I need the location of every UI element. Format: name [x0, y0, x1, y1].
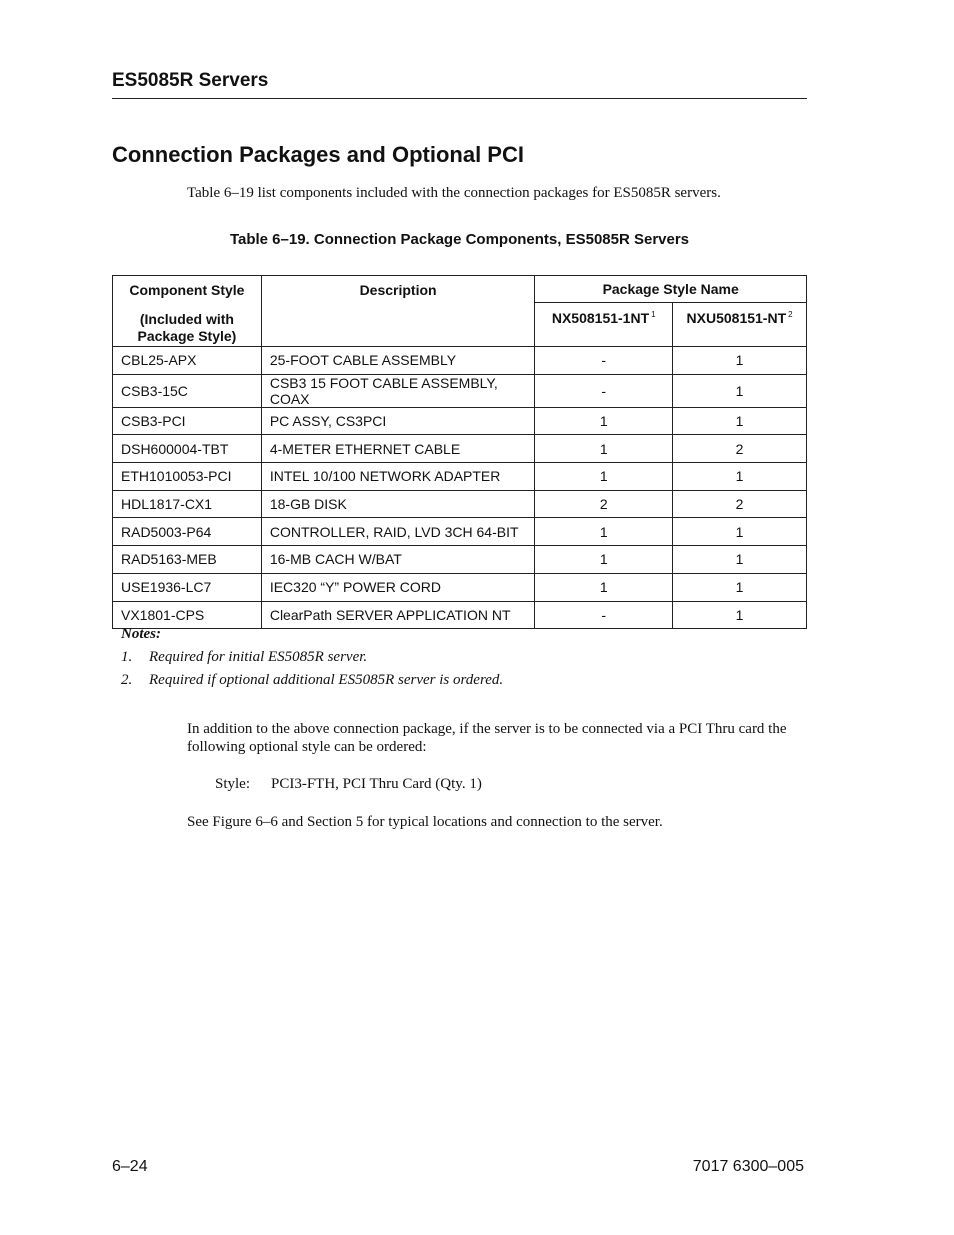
note-item [121, 672, 503, 689]
cell-style: HDL1817-CX1 [113, 490, 262, 518]
note-item [121, 649, 503, 666]
cell-desc: 18-GB DISK [261, 490, 535, 518]
style-label: Style: [215, 776, 251, 792]
cell-style: ETH1010053-PCI [113, 463, 262, 491]
table-row [113, 490, 807, 518]
cell-desc: INTEL 10/100 NETWORK ADAPTER [261, 463, 535, 491]
cell-style: RAD5003-P64 [113, 518, 262, 546]
cell-qty2: 1 [673, 546, 807, 574]
cell-qty2: 1 [673, 347, 807, 375]
style-value: PCI3-FTH, PCI Thru Card (Qty. 1) [271, 776, 482, 792]
cell-style: USE1936-LC7 [113, 573, 262, 601]
note-text: Required for initial ES5085R server. [149, 649, 368, 665]
table-row [113, 601, 807, 629]
notes-label: Notes: [121, 626, 161, 642]
note-text: Required if optional additional ES5085R server is ordered. [149, 672, 504, 688]
cell-desc: 4-METER ETHERNET CABLE [261, 435, 535, 463]
cell-qty1: - [535, 601, 673, 629]
header-pkg2: NXU508151-NT $^2$ [673, 302, 807, 346]
table-row [113, 546, 807, 574]
components-table [112, 275, 807, 629]
table-row [113, 518, 807, 546]
cell-qty1: 1 [535, 463, 673, 491]
cell-desc: ClearPath SERVER APPLICATION NT [261, 601, 535, 629]
header-component-style: Component Style (Included with Package Style) [113, 276, 262, 347]
cell-desc: CONTROLLER, RAID, LVD 3CH 64-BIT [261, 518, 535, 546]
cell-desc: IEC320 “Y” POWER CORD [261, 573, 535, 601]
cell-qty2: 1 [673, 573, 807, 601]
cell-qty1: 1 [535, 546, 673, 574]
cell-qty2: 2 [673, 435, 807, 463]
cell-style: RAD5163-MEB [113, 546, 262, 574]
cell-style: CSB3-15C [113, 374, 262, 407]
cell-qty1: 1 [535, 435, 673, 463]
header-package-style-name: Package Style Name [535, 276, 807, 303]
cell-qty2: 1 [673, 601, 807, 629]
cell-desc: 25-FOOT CABLE ASSEMBLY [261, 347, 535, 375]
cell-style: VX1801-CPS [113, 601, 262, 629]
cell-style: CBL25-APX [113, 347, 262, 375]
cell-style: CSB3-PCI [113, 407, 262, 435]
table-row [113, 347, 807, 375]
header-component-style-sub: (Included with Package Style) [137, 311, 237, 344]
cell-desc: 16-MB CACH W/BAT [261, 546, 535, 574]
cell-qty1: 1 [535, 573, 673, 601]
header-description: Description [261, 276, 535, 347]
cell-desc: PC ASSY, CS3PCI [261, 407, 535, 435]
note-number: 2. [121, 672, 133, 688]
running-header: ES5085R Servers [112, 70, 807, 99]
header-pkg1: NX508151-1NT $^1$ [535, 302, 673, 346]
cell-qty2: 2 [673, 490, 807, 518]
table-row [113, 374, 807, 407]
pkg1-footnote-ref: 1 [651, 309, 656, 319]
table-notes [121, 626, 503, 689]
table-row [113, 407, 807, 435]
body-paragraph-see-figure: See Figure 6–6 and Section 5 for typical locations and connection to the server. [187, 814, 663, 830]
footer-page-number: 6–24 [112, 1158, 148, 1175]
body-paragraph-pci: In addition to the above connection package, if the server is to be connected via a PCI Thru card the following optional style can be ordered: [187, 721, 787, 755]
note-number: 1. [121, 649, 133, 665]
cell-qty1: 2 [535, 490, 673, 518]
cell-qty2: 1 [673, 407, 807, 435]
table-caption: Table 6–19. Connection Package Components, ES5085R Servers [229, 231, 690, 248]
cell-qty2: 1 [673, 463, 807, 491]
optional-style-line [215, 776, 482, 793]
footer-doc-number: 7017 6300–005 [692, 1158, 804, 1175]
cell-style: DSH600004-TBT [113, 435, 262, 463]
cell-qty1: - [535, 374, 673, 407]
cell-qty1: 1 [535, 518, 673, 546]
cell-qty1: - [535, 347, 673, 375]
table-row [113, 573, 807, 601]
table-row [113, 435, 807, 463]
table-row [113, 463, 807, 491]
cell-desc: CSB3 15 FOOT CABLE ASSEMBLY, COAX [261, 374, 535, 407]
cell-qty2: 1 [673, 374, 807, 407]
intro-paragraph: Table 6–19 list components included with the connection packages for ES5085R servers. [187, 185, 721, 201]
pkg2-footnote-ref: 2 [788, 309, 793, 319]
section-title: Connection Packages and Optional PCI [112, 142, 524, 167]
cell-qty2: 1 [673, 518, 807, 546]
cell-qty1: 1 [535, 407, 673, 435]
